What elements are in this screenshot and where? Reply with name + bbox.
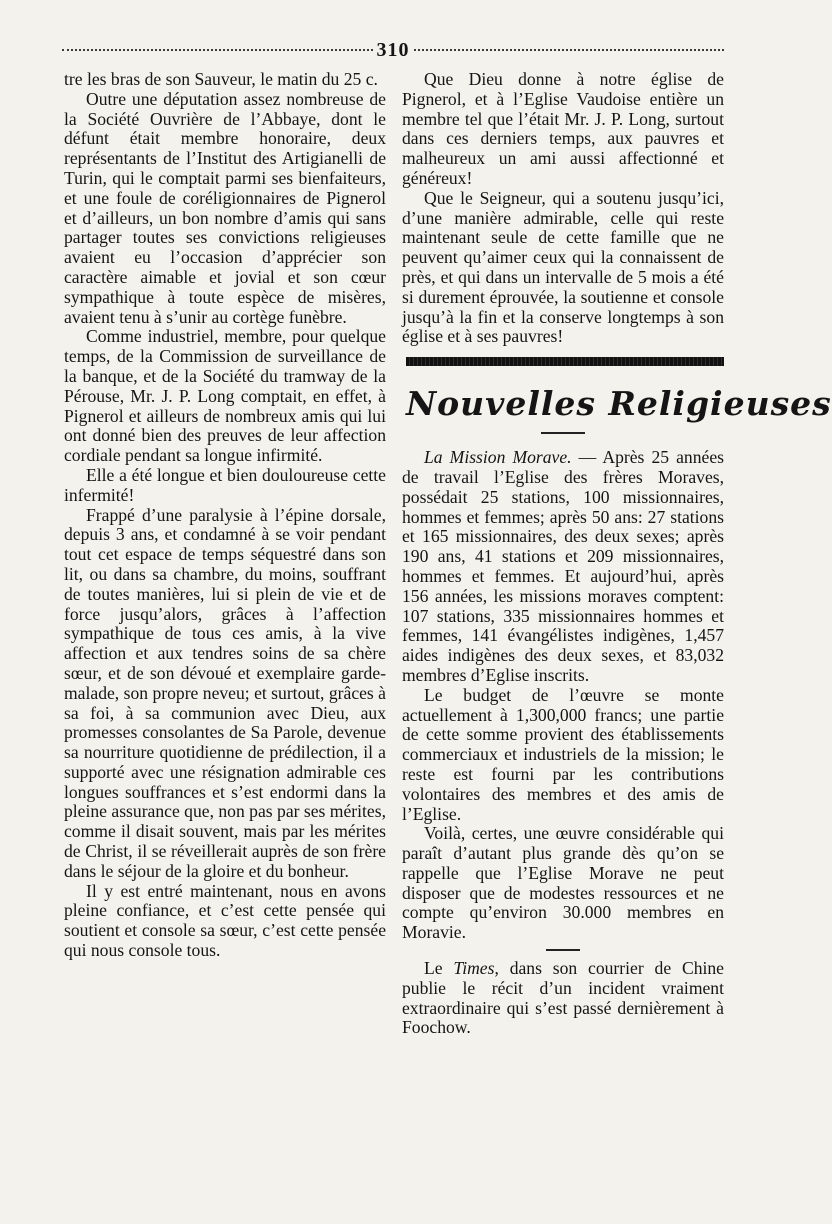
- left-paragraph-5: Frappé d’une paralysie à l’épine dorsale, depuis 3 ans, et condamné à se voir pendant tout cet espace de temps séquestré dans son lit, ou dans sa chambre, du moins, souffrant de toutes manières, lui si plein de vie et de force jusqu’alors, grâces à l’affection sympathique de tous ces amis, à la vive affection et aux tendres soins de sa chère sœur, et de son dévoué et exemplaire garde-malade, son propre neveu; et surtout, grâces à sa foi, à sa communion avec Dieu, aux promesses consolantes de Sa Parole, devenue sa nourriture quotidienne de prédilection, il a supporté avec une résignation admirable ces longues souffrances et s’est endormi dans la pleine assurance que, non pas par ses mérites, comme il disait souvent, mais par les mérites de Christ, il se réveillerait auprès de son frère dans le séjour de la gloire et du bonheur.: [64, 504, 386, 881]
- mission-morave-paragraph: [402, 448, 724, 686]
- right-column: [402, 69, 832, 1038]
- right-paragraph-1: Que Dieu donne à notre église de Pignerol, et à l’Eglise Vaudoise entière un membre tel que l’était Mr. J. P. Long, surtout dans ces derniers temps, aux pauvres et malheureux un ami aussi affectionné et généreux!: [402, 69, 724, 188]
- times-name: Times: [453, 958, 495, 979]
- mission-morave-text: — Après 25 années de travail l’Eglise des frères Moraves, possédait 25 stations, 100 missionnaires, hommes et femmes; après 50 ans: 27 stations et 165 missionnaires, des deux sexes; après 190 ans, 41 stations et 209 missionnaires, hommes et femmes. Et aujourd’hui, après 156 années, les missions moraves comptent: 107 stations, 335 missionnaires hommes et femmes, 141 évangélistes indigènes, 1,457 aides indigènes des deux sexes, et 83,032 membres d’Eglise inscrits.: [402, 447, 724, 685]
- header-rule-right: [414, 49, 725, 51]
- right-paragraph-2: Que le Seigneur, qui a soutenu jusqu’ici, d’une manière admirable, celle qui reste maintenant seule de cette famille que ne peuvent qu’aimer ceux qui la connaissent de près, et qui dans un intervalle de 5 mois a été si durement éprouvée, la soutienne et console jusqu’à la fin et la conserve longtemps à son église et à ses pauvres!: [402, 187, 724, 347]
- page-number: 310: [376, 38, 410, 61]
- times-text: , dans son courrier de Chine publie le récit d’un incident vraiment extraordinaire qui s’est passé dernièrement à Foochow.: [402, 958, 724, 1038]
- left-paragraph-1: tre les bras de son Sauveur, le matin du 25 c.: [64, 69, 378, 89]
- section-divider: [406, 357, 724, 366]
- page-header: [62, 38, 724, 62]
- left-paragraph-6: Il y est entré maintenant, nous en avons pleine confiance, et c’est cette pensée qui soutient et console sa sœur, c’est cette pensée qui nous console tous.: [64, 880, 386, 961]
- oeuvre-paragraph: Voilà, certes, une œuvre considérable qui paraît d’autant plus grande dès qu’on se rappelle que l’Eglise Morave ne peut disposer que de modestes ressources et ne compte qu’environ 30.000 membres en Moravie.: [402, 823, 724, 943]
- times-paragraph: [402, 959, 724, 1038]
- header-rule-left: [62, 49, 373, 51]
- left-paragraph-2: Outre une députation assez nombreuse de la Société Ouvrière de l’Abbaye, dont le défunt était membre honoraire, deux représentants de l’Institut des Artigianelli de Turin, qui le comptait parmi ses bienfaiteurs, et une foule de coréligionnaires de Pignerol et d’ailleurs, un bon nombre d’amis qui sans partager toutes ses convictions religieuses avaient eu l’occasion d’apprécier son caractère aimable et jovial et son cœur sympathique à toute espèce de misères, avaient tenu à s’unir au cortège funèbre.: [64, 88, 386, 327]
- section-title: Nouvelles Religieuses: [406, 384, 832, 424]
- left-column: [64, 70, 386, 961]
- mission-morave-lead: La Mission Morave.: [424, 447, 572, 468]
- times-prefix: Le: [424, 958, 454, 979]
- budget-paragraph: Le budget de l’œuvre se monte actuellement à 1,300,000 francs; une partie de cette somme provient des établissements commerciaux et industriels de la mission; le reste est fourni par les contributions volontaires des membres et des amis de l’Eglise.: [402, 684, 724, 824]
- left-paragraph-4: Elle a été longue et bien douloureuse cette infermité!: [64, 464, 386, 505]
- left-paragraph-3: Comme industriel, membre, pour quelque temps, de la Commission de surveillance de la banque, et de la Société du tramway de la Pérouse, Mr. J. P. Long comptait, en effet, à Pignerol et ailleurs de nombreux amis qui lui ont donné bien des preuves de leur affection cordiale pendant sa longue infirmité.: [64, 326, 386, 466]
- item-separator: [546, 949, 580, 951]
- title-underline: [541, 432, 585, 434]
